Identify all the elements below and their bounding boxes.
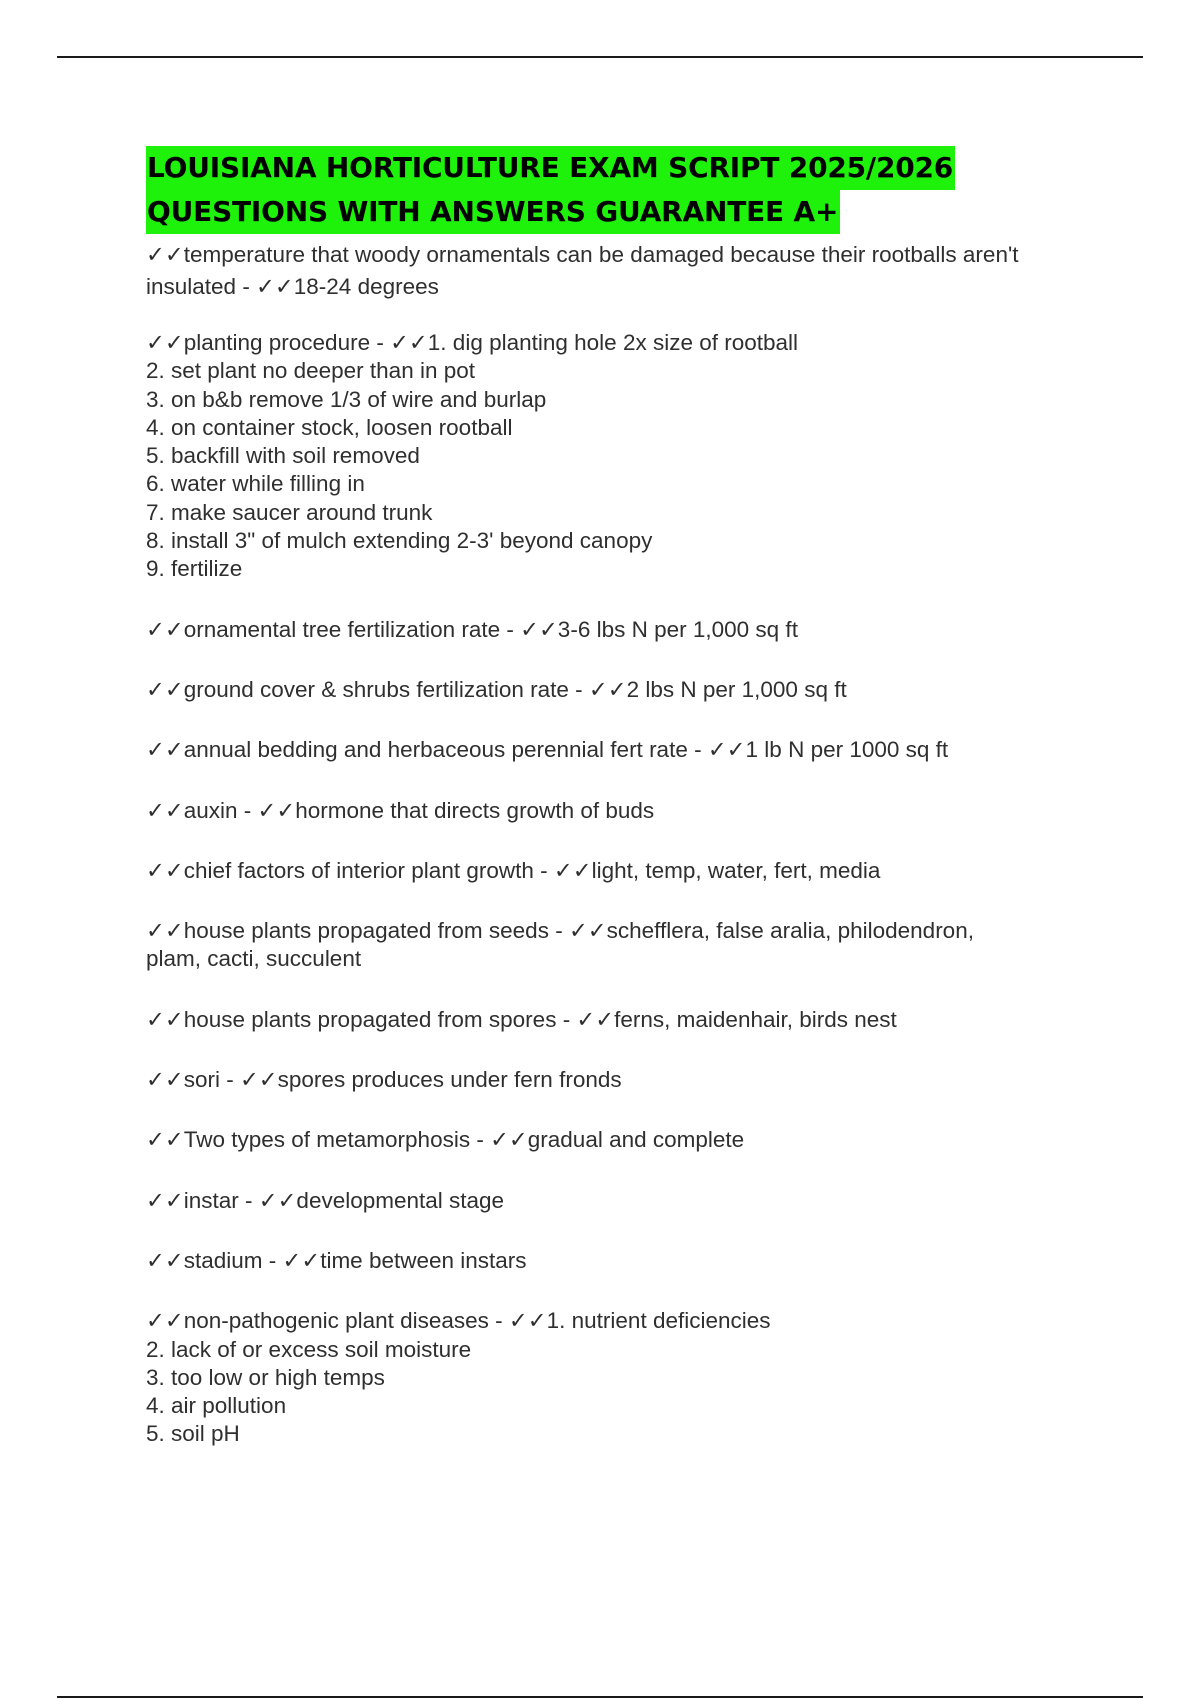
qa-answer-line: plam, cacti, succulent (146, 946, 362, 972)
qa-item (146, 917, 1106, 974)
qa-item (146, 857, 1106, 885)
qa-answer-line: insulated - ✓✓18-24 degrees (146, 274, 439, 299)
qa-question-line: ✓✓auxin - ✓✓hormone that directs growth of buds (146, 797, 655, 823)
title-line-1: LOUISIANA HORTICULTURE EXAM SCRIPT 2025/2026 (146, 146, 955, 190)
qa-item (146, 1247, 1106, 1275)
qa-list (146, 239, 1106, 1449)
qa-answer-line: 8. install 3" of mulch extending 2-3' beyond canopy (146, 528, 653, 554)
qa-question-line: ✓✓sori - ✓✓spores produces under fern fronds (146, 1067, 622, 1093)
qa-item (146, 1006, 1106, 1034)
qa-item (146, 1187, 1106, 1215)
document-body (146, 146, 1106, 1481)
qa-question-line: ✓✓temperature that woody ornamentals can be damaged because their rootballs aren't (146, 242, 1019, 267)
qa-question-line: ✓✓planting procedure - ✓✓1. dig planting hole 2x size of rootball (146, 330, 799, 355)
qa-question-line: ✓✓stadium - ✓✓time between instars (146, 1247, 527, 1273)
qa-question-line: ✓✓house plants propagated from spores - ✓✓ferns, maidenhair, birds nest (146, 1006, 897, 1032)
qa-answer-line: 2. set plant no deeper than in pot (146, 358, 475, 384)
title-line-2: QUESTIONS WITH ANSWERS GUARANTEE A+ (146, 190, 840, 234)
qa-answer-line: 4. on container stock, loosen rootball (146, 414, 513, 440)
qa-item (146, 1126, 1106, 1154)
qa-answer-line: 3. too low or high temps (146, 1364, 385, 1390)
qa-question-line: ✓✓ground cover & shrubs fertilization rate - ✓✓2 lbs N per 1,000 sq ft (146, 676, 847, 702)
qa-item (146, 797, 1106, 825)
qa-question-line: ✓✓Two types of metamorphosis - ✓✓gradual and complete (146, 1127, 745, 1153)
qa-answer-line: 4. air pollution (146, 1393, 287, 1419)
header-rule (57, 56, 1143, 58)
qa-item (146, 616, 1106, 644)
footer-rule (57, 1696, 1143, 1698)
document-title (146, 146, 1106, 234)
qa-question-line: ✓✓non-pathogenic plant diseases - ✓✓1. nutrient deficiencies (146, 1308, 771, 1334)
qa-answer-line: 5. soil pH (146, 1421, 240, 1447)
qa-item (146, 676, 1106, 704)
qa-question-line: ✓✓house plants propagated from seeds - ✓✓schefflera, false aralia, philodendron, (146, 918, 974, 944)
qa-question-line: ✓✓instar - ✓✓developmental stage (146, 1187, 505, 1213)
qa-item (146, 329, 1106, 584)
qa-answer-line: 9. fertilize (146, 556, 243, 582)
qa-answer-line: 5. backfill with soil removed (146, 443, 420, 469)
qa-question-line: ✓✓chief factors of interior plant growth - ✓✓light, temp, water, fert, media (146, 857, 881, 883)
qa-answer-line: 6. water while filling in (146, 471, 365, 497)
qa-answer-line: 3. on b&b remove 1/3 of wire and burlap (146, 386, 547, 412)
qa-item (146, 1066, 1106, 1094)
qa-item (146, 736, 1106, 764)
qa-question-line: ✓✓annual bedding and herbaceous perennial fert rate - ✓✓1 lb N per 1000 sq ft (146, 737, 949, 763)
qa-answer-line: 7. make saucer around trunk (146, 499, 433, 525)
qa-item (146, 239, 1106, 303)
qa-question-line: ✓✓ornamental tree fertilization rate - ✓✓3-6 lbs N per 1,000 sq ft (146, 616, 798, 642)
qa-item (146, 1307, 1106, 1448)
qa-answer-line: 2. lack of or excess soil moisture (146, 1336, 472, 1362)
